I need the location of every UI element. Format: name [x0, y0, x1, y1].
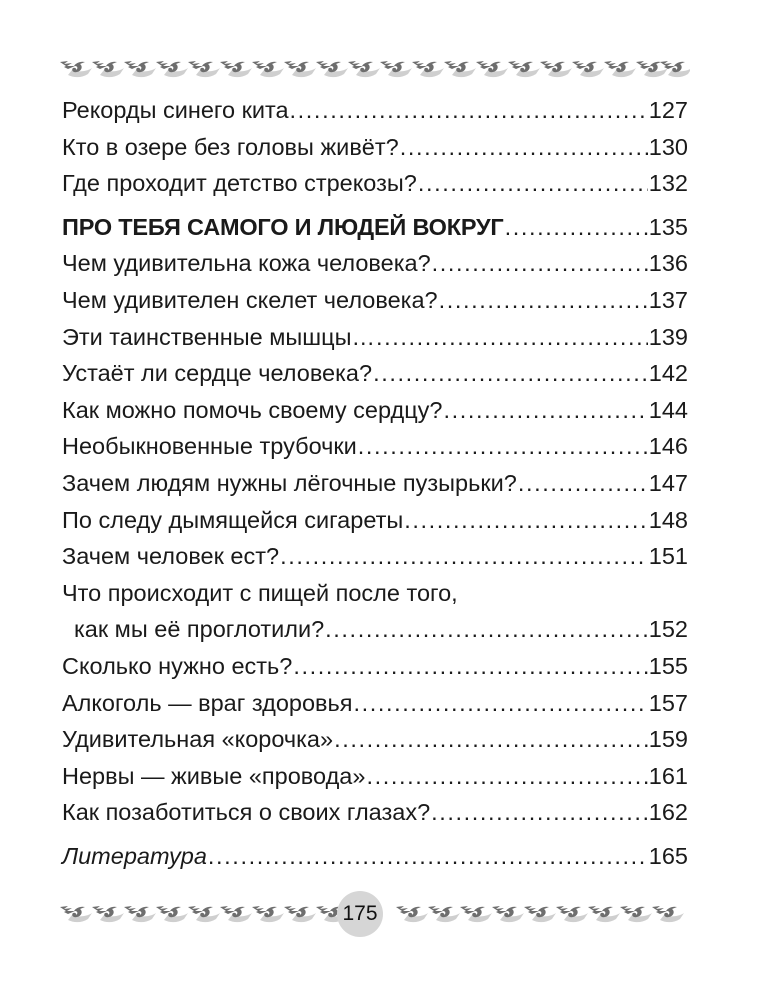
dot-leader — [334, 721, 648, 758]
toc-entry-literature[interactable] — [62, 838, 688, 875]
toc-entry[interactable] — [62, 245, 688, 282]
toc-entry-title: Нервы — живые «провода» — [62, 762, 366, 789]
dot-leader — [290, 92, 648, 129]
dot-leader — [366, 758, 647, 795]
toc-entry-title-continued: как мы её проглотили? — [74, 616, 325, 643]
toc-entry-page: 157 — [648, 689, 688, 716]
page-number: 175 — [342, 902, 378, 925]
dot-leader — [353, 685, 647, 722]
toc-entry[interactable] — [62, 165, 688, 202]
toc-entry-title: Кто в озере без головы живёт? — [62, 133, 399, 160]
toc-entry[interactable] — [62, 648, 688, 685]
toc-entry[interactable] — [62, 92, 688, 129]
toc-entry-title: По следу дымящейся сигареты — [62, 506, 404, 533]
toc-entry-title: Рекорды синего кита — [62, 97, 289, 123]
dot-leader — [518, 465, 648, 502]
dot-leader — [400, 129, 648, 166]
toc-entry[interactable] — [62, 392, 688, 429]
dot-leader — [373, 355, 648, 392]
dot-leader — [293, 648, 647, 685]
dot-leader — [208, 838, 648, 875]
dot-leader — [432, 245, 648, 282]
toc-entry-title: Чем удивительна кожа человека? — [62, 250, 431, 277]
toc-entry-title: Зачем людям нужны лёгочные пузырьки? — [62, 469, 517, 496]
toc-entry-title: Как позаботиться о своих глазах? — [62, 799, 431, 826]
toc-entry-title: Сколько нужно есть? — [62, 652, 293, 679]
toc-entry[interactable] — [62, 685, 688, 722]
toc-section-title: ПРО ТЕБЯ САМОГО И ЛЮДЕЙ ВОКРУГ — [62, 213, 504, 240]
dot-leader — [439, 282, 648, 319]
toc-entry-page: 137 — [648, 286, 688, 313]
toc-entry-title: Зачем человек ест? — [62, 543, 280, 570]
toc-entry-page: 136 — [648, 250, 688, 277]
toc-entry[interactable] — [62, 355, 688, 392]
toc-entry-title: Как можно помочь своему сердцу? — [62, 396, 443, 423]
toc-entry-page: 147 — [648, 469, 688, 496]
toc-entry[interactable] — [62, 465, 688, 502]
toc-entry-title: Эти таинственные мышцы… — [62, 323, 375, 350]
toc-entry-title: Необыкновенные трубочки — [62, 433, 357, 460]
toc-entry-page: 152 — [648, 616, 688, 643]
toc-entry[interactable] — [62, 758, 688, 795]
toc-entry-page: 151 — [648, 543, 688, 570]
toc-entry[interactable] — [62, 319, 688, 356]
dot-leader — [404, 502, 648, 539]
toc-entry[interactable] — [62, 129, 688, 166]
dot-leader — [280, 538, 648, 575]
toc-entry-page: 135 — [648, 213, 688, 240]
toc-entry-title: Устаёт ли сердце человека? — [62, 360, 373, 387]
dot-leader — [376, 319, 648, 356]
dot-leader — [418, 165, 648, 202]
toc-section-heading[interactable] — [62, 209, 688, 246]
dot-leader — [358, 428, 648, 465]
page-number-badge — [337, 891, 383, 937]
toc-entry-line-2[interactable] — [62, 611, 688, 648]
dot-leader — [325, 611, 648, 648]
toc-entry[interactable] — [62, 428, 688, 465]
toc-entry-page: 144 — [648, 396, 688, 423]
toc-entry-page: 130 — [648, 133, 688, 160]
toc-entry-page: 148 — [648, 506, 688, 533]
toc-entry-title: Литература — [62, 842, 207, 869]
dot-leader — [431, 794, 648, 831]
toc-entry-line-1[interactable] — [62, 575, 688, 612]
dot-leader — [505, 209, 648, 246]
table-of-contents — [62, 92, 688, 874]
toc-entry-page: 155 — [648, 652, 688, 679]
toc-entry-title: Что происходит с пищей после того, — [62, 579, 458, 606]
toc-entry-page: 159 — [648, 726, 688, 753]
toc-entry[interactable] — [62, 794, 688, 831]
toc-entry[interactable] — [62, 538, 688, 575]
toc-entry-title: Чем удивителен скелет человека? — [62, 286, 438, 313]
toc-entry-title: Удивительная «корочка» — [62, 726, 334, 753]
toc-entry[interactable] — [62, 721, 688, 758]
toc-entry-page: 161 — [648, 762, 688, 789]
toc-entry[interactable] — [62, 282, 688, 319]
toc-entry-page: 139 — [648, 323, 688, 350]
toc-entry[interactable] — [62, 502, 688, 539]
toc-entry-page: 165 — [648, 842, 688, 869]
toc-entry-page: 162 — [648, 799, 688, 826]
toc-entry-title: Где проходит детство стрекозы? — [62, 170, 417, 197]
toc-entry-page: 132 — [648, 170, 688, 197]
decorative-ornament-top — [58, 58, 690, 80]
toc-entry-page: 127 — [648, 97, 688, 123]
toc-entry-page: 142 — [648, 360, 688, 387]
toc-entry-page: 146 — [648, 433, 688, 460]
toc-entry-title: Алкоголь — враг здоровья — [62, 689, 353, 716]
dot-leader — [444, 392, 648, 429]
